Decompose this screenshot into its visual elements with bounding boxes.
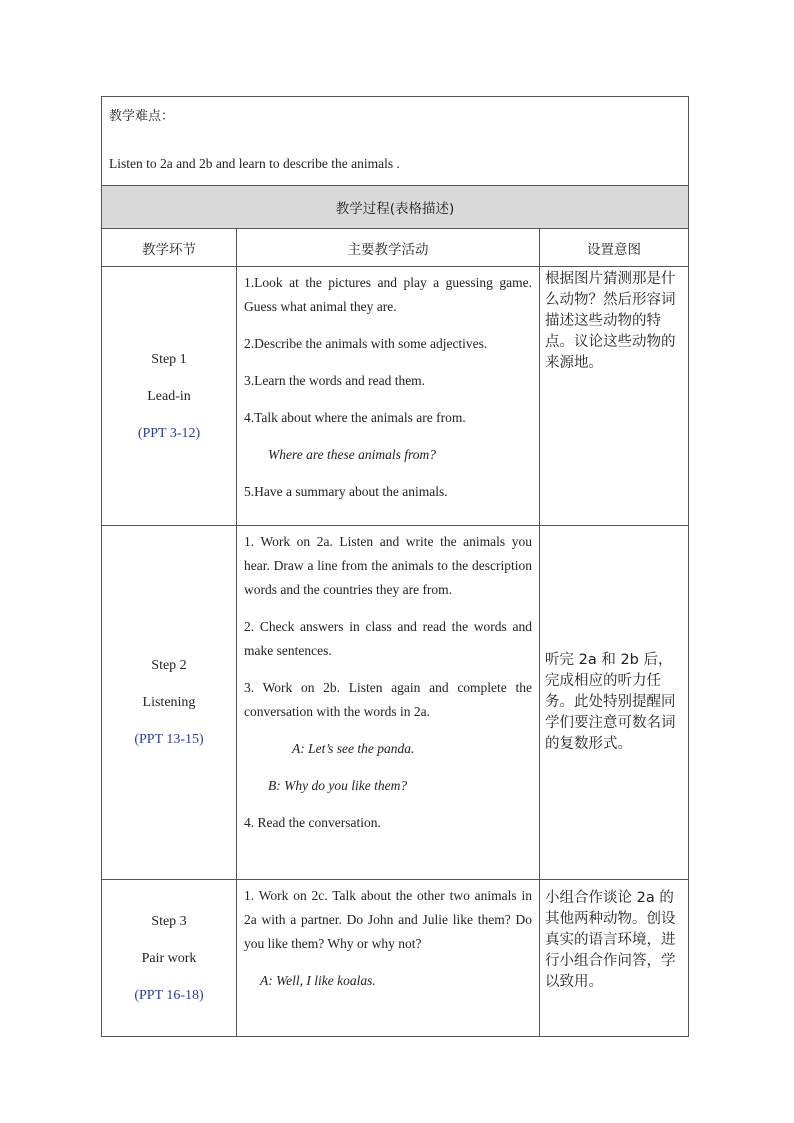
process-title: 教学过程(表格描述) xyxy=(102,186,689,229)
example-sentence: B: Why do you like them? xyxy=(268,778,408,793)
step-number: Step 2 xyxy=(151,658,187,673)
difficulty-text: Listen to 2a and 2b and learn to describe the animals . xyxy=(109,156,400,171)
column-header-stage: 教学环节 xyxy=(102,229,237,267)
activity-item: 1. Work on 2c. Talk about the other two animals in 2a with a partner. Do John and Julie like them? Do you like them? Why or why not? xyxy=(244,888,532,951)
activities-cell xyxy=(237,526,540,880)
step-cell xyxy=(102,526,237,880)
column-header-row xyxy=(102,229,689,267)
activity-item: 5.Have a summary about the animals. xyxy=(244,484,448,499)
table-row xyxy=(102,880,689,1037)
lesson-plan-page xyxy=(101,96,688,1037)
activity-item: 2. Check answers in class and read the words and make sentences. xyxy=(244,619,532,658)
example-sentence: Where are these animals from? xyxy=(268,447,436,462)
difficulty-row xyxy=(102,97,689,186)
step-name: Lead-in xyxy=(147,388,191,404)
activities-cell xyxy=(237,880,540,1037)
example-sentence: A: Well, I like koalas. xyxy=(260,973,376,988)
step-ppt: (PPT 3-12) xyxy=(137,425,201,441)
step-cell xyxy=(102,880,237,1037)
step-ppt: (PPT 16-18) xyxy=(134,987,204,1003)
activities-cell xyxy=(237,267,540,526)
step-cell xyxy=(102,267,237,526)
lesson-plan-table xyxy=(101,96,689,1037)
activity-item: 4.Talk about where the animals are from. xyxy=(244,410,466,425)
step-name: Pair work xyxy=(141,950,197,966)
purpose-cell: 小组合作谈论 2a 的其他两种动物。创设真实的语言环境，进行小组合作问答，学以致用。 xyxy=(540,880,689,1037)
activity-item: 3.Learn the words and read them. xyxy=(244,373,426,388)
difficulty-label: 教学难点： xyxy=(109,109,175,124)
process-title-row xyxy=(102,186,689,229)
step-number: Step 3 xyxy=(151,913,187,929)
purpose-cell: 根据图片猜测那是什么动物？然后形容词描述这些动物的特点。议论这些动物的来源地。 xyxy=(540,267,689,526)
activity-item: 1.Look at the pictures and play a guessing game. Guess what animal they are. xyxy=(244,275,532,314)
step-ppt: (PPT 13-15) xyxy=(134,732,204,747)
difficulty-cell xyxy=(102,97,689,186)
table-row xyxy=(102,267,689,526)
table-row xyxy=(102,526,689,880)
activity-item: 3. Work on 2b. Listen again and complete the conversation with the words in 2a. xyxy=(244,680,532,719)
column-header-purpose: 设置意图 xyxy=(540,229,689,267)
step-number: Step 1 xyxy=(151,351,187,367)
activity-item: 1. Work on 2a. Listen and write the animals you hear. Draw a line from the animals to the description words and the countries they are from. xyxy=(244,534,532,597)
purpose-cell: 听完 2a 和 2b 后，完成相应的听力任务。此处特别提醒同学们要注意可数名词的复数形式。 xyxy=(540,526,689,880)
step-name: Listening xyxy=(142,695,196,710)
example-sentence: A: Let’s see the panda. xyxy=(292,741,415,756)
column-header-activities: 主要教学活动 xyxy=(237,229,540,267)
activity-item: 4. Read the conversation. xyxy=(244,815,381,830)
activity-item: 2.Describe the animals with some adjectives. xyxy=(244,336,488,351)
